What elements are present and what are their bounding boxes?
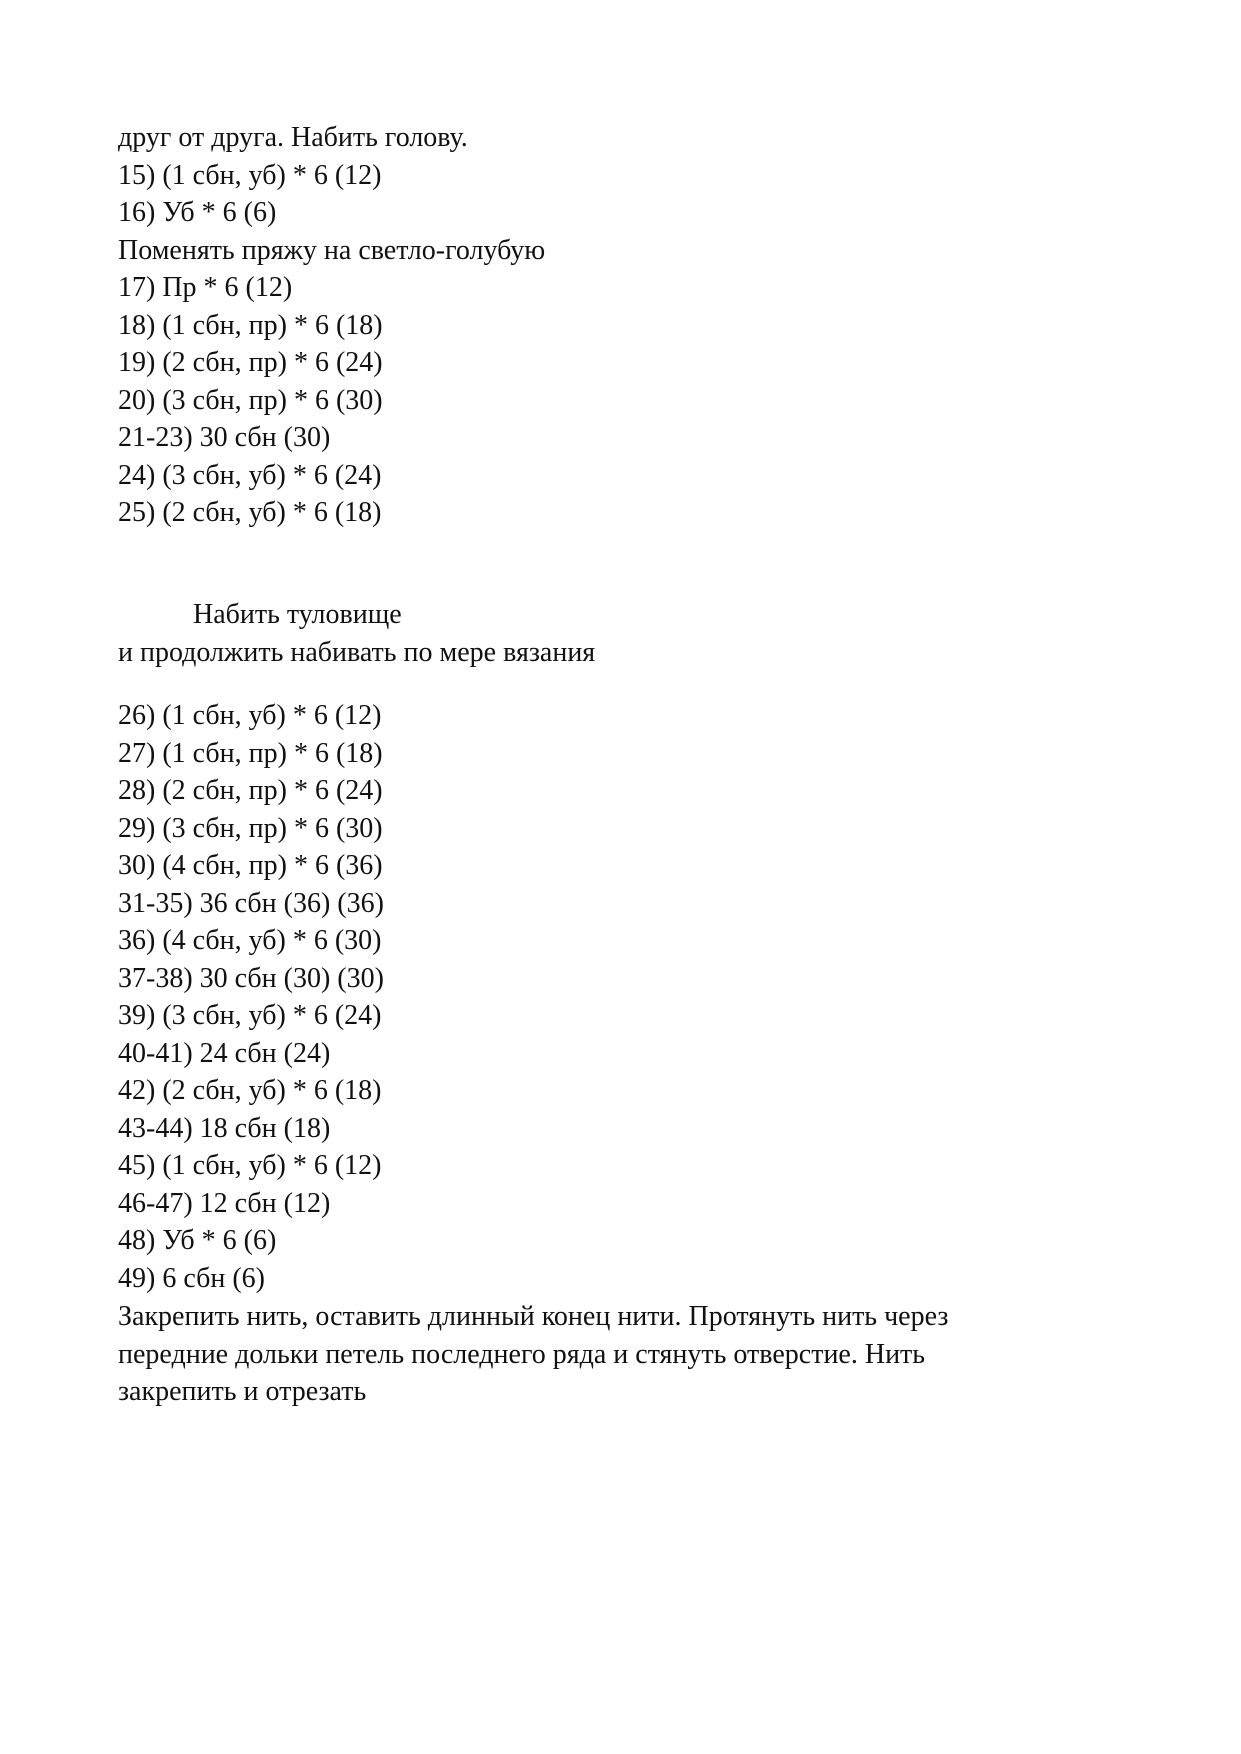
stuffing-heading: Набить туловище xyxy=(193,599,402,630)
pattern-row: 40-41) 24 сбн (24) xyxy=(118,1037,331,1069)
closing-line: закрепить и отрезать xyxy=(118,1376,367,1407)
pattern-row: 48) Уб * 6 (6) xyxy=(118,1225,277,1256)
closing-line: передние дольки петель последнего ряда и стянуть отверстие. Нить xyxy=(118,1338,926,1370)
closing-line: Закрепить нить, оставить длинный конец нити. Протянуть нить через xyxy=(118,1301,949,1332)
stuffing-note xyxy=(118,596,1118,671)
pattern-row: 25) (2 сбн, уб) * 6 (18) xyxy=(118,497,382,528)
pattern-row: 29) (3 сбн, пр) * 6 (30) xyxy=(118,812,383,844)
pattern-row: 31-35) 36 сбн (36) (36) xyxy=(118,887,384,919)
pattern-row: 39) (3 сбн, уб) * 6 (24) xyxy=(118,1000,382,1031)
pattern-row: 49) 6 сбн (6) xyxy=(118,1262,265,1294)
pattern-row: 18) (1 сбн, пр) * 6 (18) xyxy=(118,309,383,341)
pattern-row: 20) (3 сбн, пр) * 6 (30) xyxy=(118,384,383,416)
pattern-row: 26) (1 сбн, уб) * 6 (12) xyxy=(118,700,382,731)
instruction-line: Поменять пряжу на светло-голубую xyxy=(118,234,546,266)
pattern-row: 30) (4 сбн, пр) * 6 (36) xyxy=(118,850,383,881)
pattern-row: 17) Пр * 6 (12) xyxy=(118,272,293,303)
pattern-row: 42) (2 сбн, уб) * 6 (18) xyxy=(118,1075,382,1106)
pattern-row: 15) (1 сбн, уб) * 6 (12) xyxy=(118,159,382,191)
closing-instructions xyxy=(118,1298,1118,1411)
pattern-row: 27) (1 сбн, пр) * 6 (18) xyxy=(118,737,383,769)
text-line: друг от друга. Набить голову. xyxy=(118,122,468,153)
pattern-row: 21-23) 30 сбн (30) xyxy=(118,422,331,453)
pattern-row: 43-44) 18 сбн (18) xyxy=(118,1112,331,1144)
pattern-row: 45) (1 сбн, уб) * 6 (12) xyxy=(118,1150,382,1181)
pattern-row: 24) (3 сбн, уб) * 6 (24) xyxy=(118,459,382,491)
pattern-row: 37-38) 30 сбн (30) (30) xyxy=(118,962,384,994)
pattern-row: 19) (2 сбн, пр) * 6 (24) xyxy=(118,347,383,378)
stuffing-subline: и продолжить набивать по мере вязания xyxy=(118,636,596,668)
pattern-row: 46-47) 12 сбн (12) xyxy=(118,1187,331,1219)
pattern-row: 36) (4 сбн, уб) * 6 (30) xyxy=(118,925,382,956)
pattern-row: 16) Уб * 6 (6) xyxy=(118,197,277,228)
pattern-row: 28) (2 сбн, пр) * 6 (24) xyxy=(118,775,383,806)
pattern-rows-body xyxy=(118,697,1118,1297)
pattern-rows-top xyxy=(118,119,1118,532)
